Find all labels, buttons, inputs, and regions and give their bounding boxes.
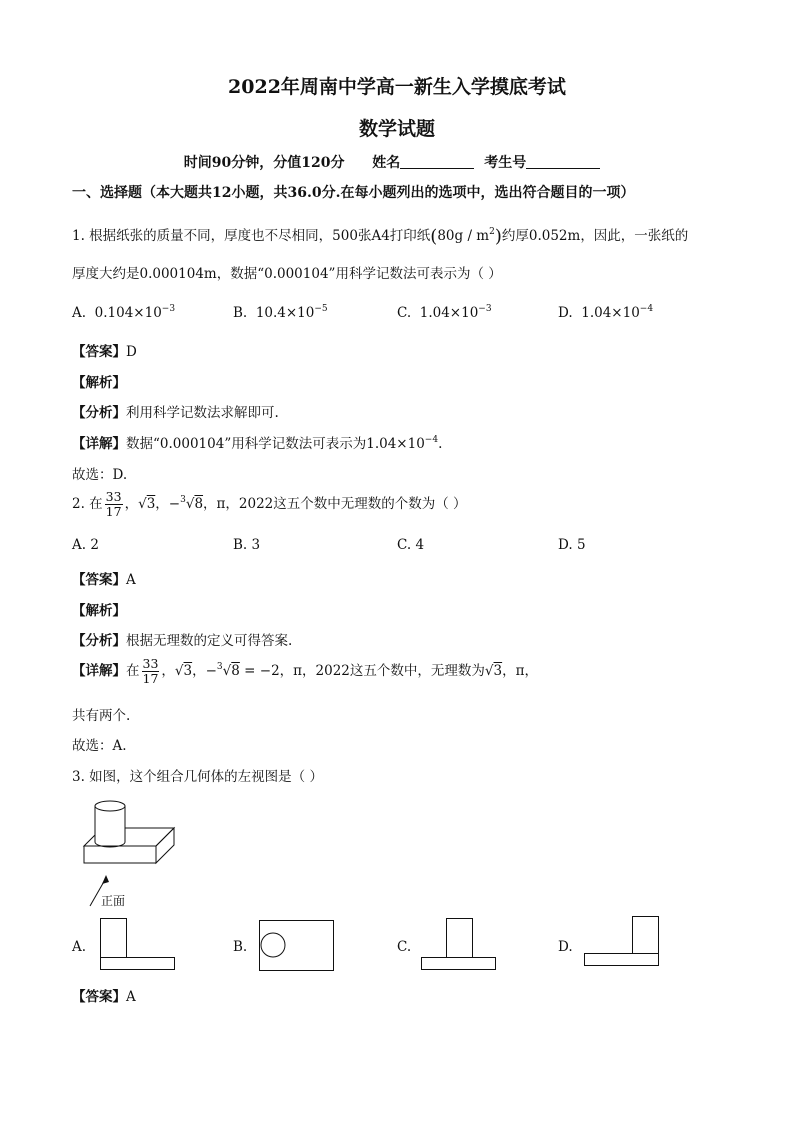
q2-analysis-tag: 【解析】: [72, 603, 126, 619]
q1-text: 约厚: [501, 228, 529, 244]
q2-stem: [72, 490, 467, 519]
q1-option-d[interactable]: [558, 304, 653, 321]
fenxi-text: 利用科学记数法求解即可.: [126, 405, 279, 421]
xiangjie-end: .: [438, 436, 443, 452]
fenxi-text: 根据无理数的定义可得答案.: [126, 633, 293, 649]
option-letter: D.: [558, 537, 573, 553]
xiangjie-text: ”用科学记数法可表示为: [224, 436, 367, 452]
q1-answer: [72, 340, 137, 360]
q2-option-b[interactable]: [233, 537, 260, 553]
separator: ，: [155, 496, 169, 512]
option-letter: A.: [72, 537, 87, 553]
q3-option-b-figure[interactable]: [259, 920, 335, 972]
q3-answer: [72, 985, 136, 1005]
q1-text: 张A4打印纸: [357, 228, 431, 244]
radicand: 3: [493, 663, 503, 679]
fenxi-tag: 【分析】: [72, 405, 126, 421]
option-letter: C.: [397, 537, 412, 553]
option-text: 4: [415, 537, 425, 553]
radicand: 3: [146, 496, 156, 512]
q1-paper-exp: 2: [489, 227, 495, 237]
q1-analysis-tag: 【解析】: [72, 375, 126, 391]
q1-option-c[interactable]: [397, 304, 492, 321]
minus-sign: −: [205, 663, 217, 679]
option-letter: B.: [233, 305, 248, 321]
option-letter: A.: [72, 305, 87, 321]
q3-option-a-figure[interactable]: [100, 918, 176, 970]
q3-option-d-label[interactable]: D.: [558, 939, 573, 955]
q2-text: ，π，2022这五个数中无理数的个数为（ ）: [203, 496, 467, 512]
q1-option-b[interactable]: [233, 304, 328, 321]
option-letter: B.: [233, 537, 248, 553]
radicand: 3: [183, 663, 193, 679]
separator: ，: [161, 663, 175, 679]
xiangjie-text: 在: [126, 663, 140, 679]
answer-tag: 【答案】: [72, 572, 126, 588]
q3-option-a-label[interactable]: A.: [72, 939, 87, 955]
q2-summary: 共有两个.: [72, 708, 131, 724]
q1-text: ，数据“: [216, 266, 265, 282]
q3-option-d-figure[interactable]: [584, 916, 660, 968]
q2-answer: [72, 568, 136, 588]
xiangjie-end: ，π，: [502, 663, 538, 679]
exam-title: 2022年周南中学高一新生入学摸底考试: [228, 76, 566, 98]
fraction-numerator: 33: [142, 656, 159, 671]
q2-xiangjie-fraction: [142, 657, 160, 686]
q1-option-a[interactable]: [72, 304, 175, 321]
q1-fenxi: [72, 401, 279, 421]
option-text: 3: [251, 537, 261, 553]
q2-fraction: [105, 490, 123, 519]
radicand: 8: [231, 663, 240, 679]
q2-xiangjie-cbrt8: $^3$√8: [216, 662, 240, 679]
option-letter: C.: [397, 305, 412, 321]
name-label: 姓名: [372, 155, 401, 171]
q2-conclusion: 故选：A.: [72, 738, 127, 754]
q1-text: 1. 根据纸张的质量不同，厚度也不尽相同，: [72, 228, 333, 244]
xiangjie-tag: 【详解】: [72, 436, 126, 452]
q3-option-c-label[interactable]: C.: [397, 939, 412, 955]
fraction-denominator: 17: [142, 671, 159, 686]
q2-option-a[interactable]: [72, 537, 99, 553]
option-base: 1.04×10: [581, 305, 640, 321]
xiangjie-base: 1.04×10: [366, 436, 425, 452]
xiangjie-text: ，π，2022这五个数中，无理数为: [279, 663, 485, 679]
q1-xiangjie: [72, 432, 442, 452]
option-base: 1.04×10: [419, 305, 479, 321]
exam-subtitle: 数学试题: [358, 118, 435, 140]
minus-sign: −: [168, 496, 181, 512]
radicand: 8: [194, 496, 204, 512]
answer-tag: 【答案】: [72, 344, 126, 360]
separator: ，: [124, 496, 139, 512]
section-heading: 一、选择题（本大题共12小题，共36.0分.在每小题列出的选项中，选出符合题目的一项）: [72, 185, 635, 201]
q1-conclusion: 故选：D.: [72, 467, 128, 483]
q2-option-c[interactable]: [397, 537, 424, 553]
student-id-blank[interactable]: [526, 154, 600, 169]
fraction-denominator: 17: [105, 504, 122, 519]
option-exp: −5: [314, 304, 328, 314]
answer-value: A: [126, 572, 136, 588]
xiangjie-tag: 【详解】: [72, 663, 126, 679]
q2-fenxi: [72, 629, 292, 649]
paren-left: (: [430, 226, 438, 247]
time-score-info: 时间90分钟，分值120分: [183, 155, 345, 171]
q1-one-sheet: 0.000104m: [139, 266, 217, 282]
q2-sqrt3: √3: [138, 496, 156, 512]
q3-option-c-figure[interactable]: [421, 918, 497, 970]
paren-right: ): [494, 226, 502, 247]
xiangjie-num: 0.000104: [159, 436, 225, 452]
q3-stem: 3. 如图，这个组合几何体的左视图是（ ）: [72, 769, 323, 785]
exam-info-line: [0, 152, 794, 172]
fenxi-tag: 【分析】: [72, 633, 126, 649]
option-exp: −3: [478, 304, 492, 314]
q1-500: 500: [332, 228, 358, 244]
q1-data-num: 0.000104: [264, 266, 329, 282]
xiangjie-text: 数据“: [126, 436, 160, 452]
q2-xiangjie: [72, 657, 538, 686]
root-index: 3: [216, 662, 223, 672]
xiangjie-eq: = −2: [244, 663, 280, 679]
q1-text: ，因此，一张纸的: [580, 228, 689, 244]
option-exp: −3: [161, 304, 176, 314]
q1-thickness: 0.052m: [528, 228, 581, 244]
root-index: 3: [180, 495, 186, 505]
answer-value: D: [126, 344, 137, 360]
xiangjie-exp: −4: [424, 435, 439, 445]
option-base: 0.104×10: [94, 305, 162, 321]
fraction-numerator: 33: [105, 489, 122, 504]
option-text: 2: [90, 537, 99, 553]
option-text: 5: [576, 537, 586, 553]
name-blank[interactable]: [400, 154, 474, 169]
q1-text: 厚度大约是: [72, 266, 140, 282]
q3-option-b-label[interactable]: B.: [233, 939, 248, 955]
q1-stem-line1: [72, 224, 688, 247]
q2-cbrt8: $^3$√8: [180, 495, 204, 512]
q1-paper-spec: 80g / m: [437, 228, 490, 244]
student-id-label: 考生号: [484, 155, 527, 171]
q1-text: ”用科学记数法可表示为（ ）: [328, 266, 502, 282]
q3-solid-figure: [76, 798, 186, 910]
separator: ，: [192, 663, 206, 679]
option-letter: D.: [558, 305, 573, 321]
q1-stem-line2: [72, 262, 502, 282]
answer-value: A: [126, 989, 136, 1005]
q2-prefix: 2. 在: [72, 496, 103, 512]
option-exp: −4: [639, 304, 654, 314]
option-base: 10.4×10: [255, 305, 315, 321]
answer-tag: 【答案】: [72, 989, 126, 1005]
q2-xiangjie-sqrt3: √3: [174, 663, 193, 679]
front-label: 正面: [101, 894, 126, 908]
q2-xiangjie-sqrt3-b: √3: [484, 663, 503, 679]
q2-option-d[interactable]: [558, 537, 586, 553]
